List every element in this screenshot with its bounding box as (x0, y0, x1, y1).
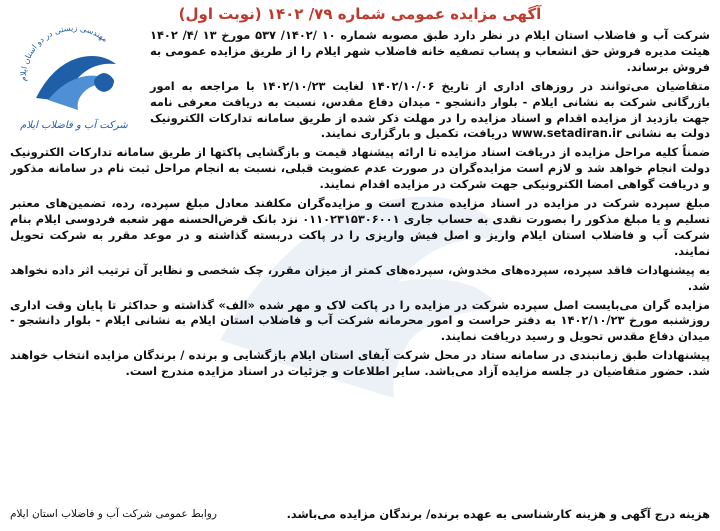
setad-url-link[interactable]: www.setadiran.ir (511, 126, 622, 141)
paragraph-opening: پیشنهادات طبق زمانبندی در سامانه ستاد در محل شرکت آبفای استان ایلام بازگشایی و برنده / برندگان مزایده انتخاب خواهند شد. حضور متقاضیان در جلسه مزایده آزاد می‌باشد. سایر اطلاعات و جزئیات در اسناد مزایده مندرج است. (10, 348, 710, 379)
notice-title: آگهی مزایده عمومی شماره ۷۹/ ۱۴۰۲ (نوبت اول) (178, 5, 542, 23)
paragraph-deposit: مبلغ سپرده شرکت در مزایده در اسناد مزایده مندرج است و مزایده‌گران مکلفند معادل مبلغ سپرده، رده، تضمین‌های معتبر تسلیم و یا مبلغ مذکور را بصورت نقدی به حساب جاری ۰۱۱۰۲۳۱۵۳۰۶۰۰۱ نزد بانک قرض‌الحسنه مهر شعبه فردوسی ایلام بنام شرکت آب و فاضلاب استان ایلام واریز و اصل فیش واریزی را در پاکت دربسته گذاشته و در موعد مقرر به شرکت تحویل نمایند. (10, 196, 710, 258)
paragraph-electronic-process: ضمناً کلیه مراحل مزایده از دریافت اسناد مزایده تا ارائه پیشنهاد قیمت و بازگشایی پاکتها از طریق سامانه تدارکات الکترونیک دولت انجام خواهد شد و لازم است مزایده‌گران در صورت عدم عضویت قبلی، نسبت به انجام مراحل ثبت نام در سامانه مذکور و دریافت گواهی امضا الکترونیکی جهت شرکت در مزایده اقدام نمایند. (10, 145, 710, 192)
logo-arc-text: مهندسی زیستی در دو استان ایلام (18, 23, 110, 82)
notice-body (10, 28, 710, 494)
paragraph-application-end: دریافت، تکمیل و بارگزاری نمایند. (320, 126, 508, 141)
paragraph-costs: هزینه درج آگهی و هزینه کارشناسی به عهده برنده/ برندگان مزایده می‌باشد. (286, 507, 710, 521)
paragraph-application (10, 79, 710, 143)
paragraph-invalid-bids: به پیشنهادات فاقد سپرده، سپرده‌های مخدوش، سپرده‌های کمتر از میزان مقرر، چک شخصی و نظایر آن ترتیب اثر داده نخواهد شد. (10, 262, 710, 293)
paragraph-intro: شرکت آب و فاضلاب استان ایلام در نظر دارد طبق مصوبه شماره ۱۰ /۱۴۰۲/ ۵۳۷ مورخ ۱۳ /۴/ ۱۴۰۲ هیئت مدیره فروش حق انشعاب و پساب تصفیه خانه فاضلاب شهر ایلام را از طریق مزایده عمومی به فروش برساند. (150, 28, 710, 74)
public-relations-signature: روابط عمومی شرکت آب و فاضلاب استان ایلام (10, 508, 217, 520)
paragraph-application-text: متقاضیان می‌توانند در روزهای اداری از تاریخ ۱۴۰۲/۱۰/۰۶ لغایت ۱۴۰۲/۱۰/۲۳ با مراجعه به امور بازرگانی شرکت به نشانی ایلام - بلوار دانشجو - میدان دفاع مقدس، نسبت به دریافت معرفی نامه جهت بازدید از مزایده اقدام و اسناد مزایده را در مهلت ذکر شده از طریق سامانه تدارکات الکترونیک دولت به نشانی (150, 78, 710, 141)
paragraph-submission: مزایده گران می‌بایست اصل سپرده شرکت در مزایده را در پاکت لاک و مهر شده «الف» گذاشته و حداکثر تا پایان وقت اداری روزشنبه مورخ ۱۴۰۲/۱۰/۲۳ به دفتر حراست و امور محرمانه شرکت آب و فاضلاب استان ایلام به نشانی ایلام - بلوار دانشجو - میدان دفاع مقدس تحویل و رسید دریافت نمایند. (10, 297, 710, 344)
logo-company-name: شرکت آب و فاضلاب ایلام (20, 120, 128, 131)
notice-footer (10, 503, 710, 525)
